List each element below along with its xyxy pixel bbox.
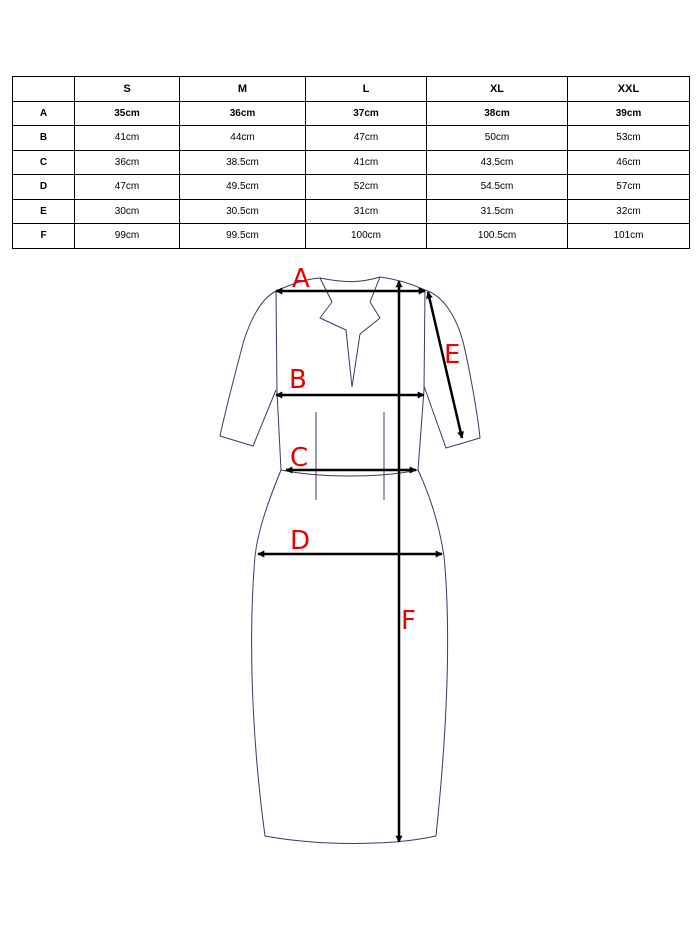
label-c: C <box>290 443 309 473</box>
table-cell: 54.5cm <box>427 175 568 200</box>
table-cell: 38cm <box>427 101 568 126</box>
column-header-m: M <box>180 77 306 102</box>
dress-measurement-diagram <box>0 255 700 933</box>
table-row <box>13 175 690 200</box>
column-header-xl: XL <box>427 77 568 102</box>
collar-shape <box>320 277 380 387</box>
table-cell: 47cm <box>75 175 180 200</box>
column-header-s: S <box>75 77 180 102</box>
table-cell: 44cm <box>180 126 306 151</box>
table-cell: 41cm <box>75 126 180 151</box>
table-cell: 37cm <box>306 101 427 126</box>
skirt-shape <box>252 470 448 844</box>
table-cell: 49.5cm <box>180 175 306 200</box>
table-row <box>13 150 690 175</box>
row-label: D <box>13 175 75 200</box>
row-label: B <box>13 126 75 151</box>
table-cell: 30.5cm <box>180 199 306 224</box>
label-b: B <box>289 365 307 395</box>
table-cell: 101cm <box>568 224 690 249</box>
left-sleeve-shape <box>220 291 276 446</box>
row-label: A <box>13 101 75 126</box>
table-cell: 30cm <box>75 199 180 224</box>
table-cell: 99.5cm <box>180 224 306 249</box>
table-cell: 50cm <box>427 126 568 151</box>
table-cell: 35cm <box>75 101 180 126</box>
table-cell: 47cm <box>306 126 427 151</box>
table-cell: 100.5cm <box>427 224 568 249</box>
table-cell: 46cm <box>568 150 690 175</box>
table-row <box>13 101 690 126</box>
table-cell: 43.5cm <box>427 150 568 175</box>
row-label: F <box>13 224 75 249</box>
table-corner-cell <box>13 77 75 102</box>
table-cell: 31cm <box>306 199 427 224</box>
label-d: D <box>290 526 311 556</box>
dress-outline <box>220 277 480 844</box>
label-e: E <box>444 340 461 370</box>
table-cell: 53cm <box>568 126 690 151</box>
table-header-row <box>13 77 690 102</box>
table-cell: 38.5cm <box>180 150 306 175</box>
table-cell: 99cm <box>75 224 180 249</box>
table-cell: 36cm <box>180 101 306 126</box>
column-header-xxl: XXL <box>568 77 690 102</box>
table-row <box>13 224 690 249</box>
table-cell: 39cm <box>568 101 690 126</box>
table-cell: 41cm <box>306 150 427 175</box>
table-row <box>13 199 690 224</box>
column-header-l: L <box>306 77 427 102</box>
table-cell: 57cm <box>568 175 690 200</box>
table-row <box>13 126 690 151</box>
size-chart-table <box>12 76 690 249</box>
table-cell: 32cm <box>568 199 690 224</box>
table-cell: 52cm <box>306 175 427 200</box>
table-cell: 100cm <box>306 224 427 249</box>
row-label: C <box>13 150 75 175</box>
row-label: E <box>13 199 75 224</box>
label-f: F <box>401 606 416 636</box>
label-a: A <box>292 264 310 294</box>
table-cell: 36cm <box>75 150 180 175</box>
table-cell: 31.5cm <box>427 199 568 224</box>
